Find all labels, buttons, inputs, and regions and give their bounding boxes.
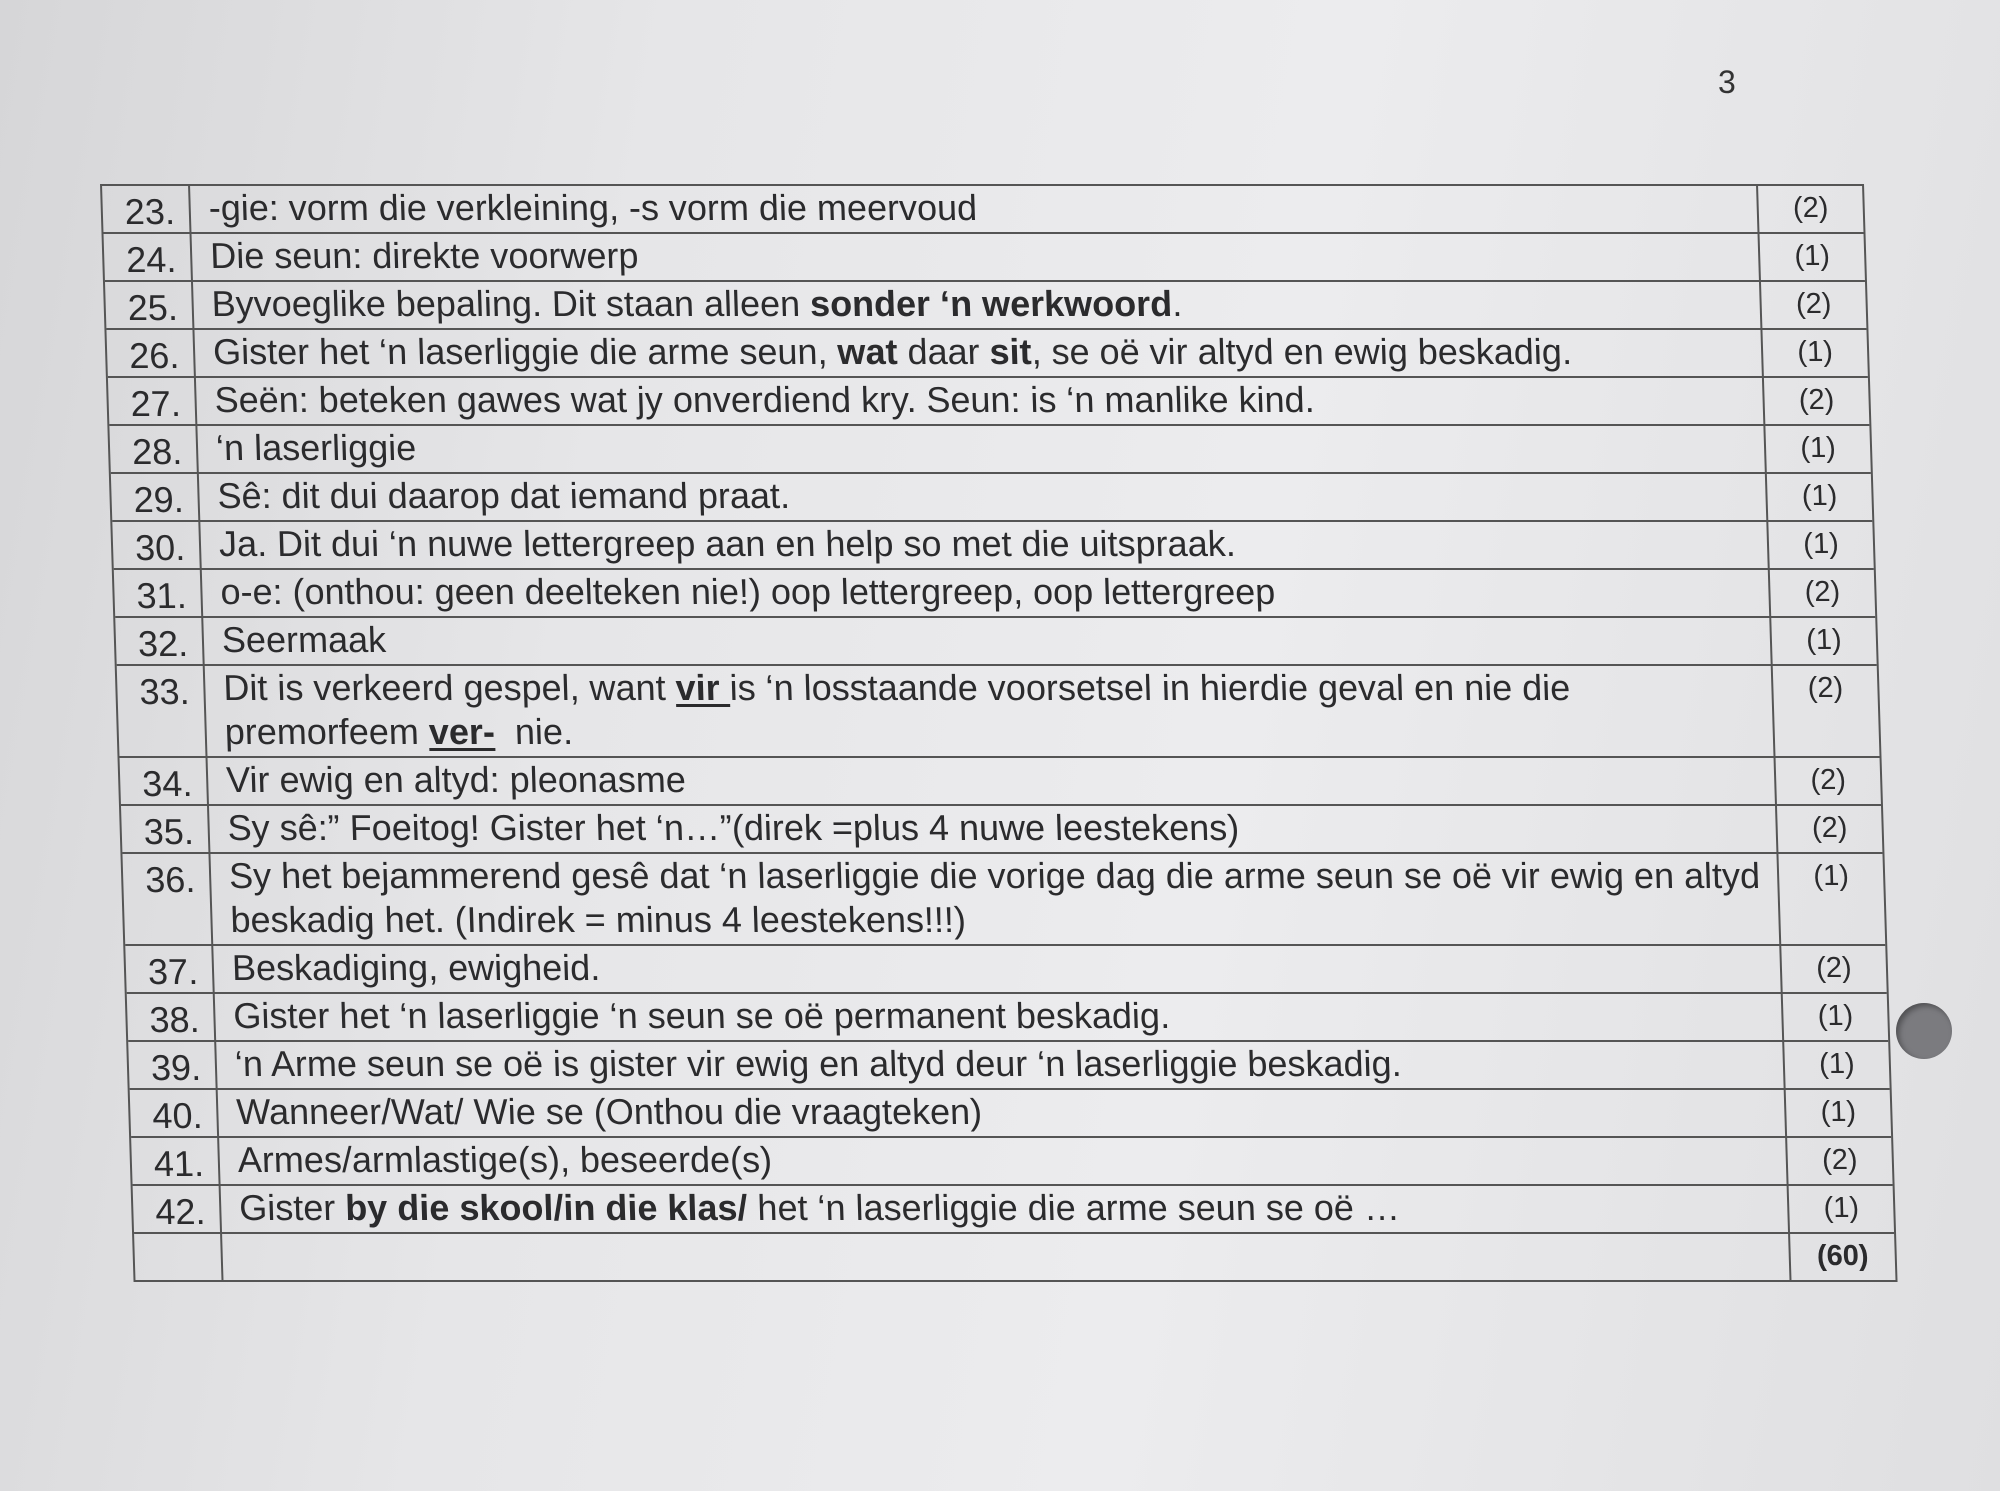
answer-bold-segment: sit bbox=[988, 331, 1033, 372]
answer-segment: Gister het ‘n laserliggie ‘n seun se oë permanent beskadig. bbox=[232, 995, 1171, 1036]
question-number: 27. bbox=[108, 378, 197, 424]
answer-text bbox=[202, 570, 1771, 616]
answer-text bbox=[219, 1138, 1788, 1184]
answer-segment: Dit is verkeerd gespel, want bbox=[222, 667, 677, 708]
table-row bbox=[108, 376, 1869, 424]
marks: (1) bbox=[1802, 528, 1840, 560]
punch-hole bbox=[1896, 1003, 1952, 1059]
answer-text bbox=[197, 426, 1766, 472]
marks: (1) bbox=[1796, 336, 1834, 368]
answer-segment: Gister bbox=[238, 1187, 346, 1228]
table-row bbox=[121, 804, 1882, 852]
answer-segment: Byvoeglike bepaling. Dit staan alleen bbox=[211, 283, 811, 324]
marks: (2) bbox=[1809, 764, 1847, 796]
marks: (1) bbox=[1805, 624, 1843, 656]
answer-segment: Gister het ‘n laserliggie die arme seun, bbox=[212, 331, 839, 372]
table-row bbox=[111, 472, 1872, 520]
total-text-cell bbox=[222, 1234, 1791, 1280]
table-row bbox=[103, 232, 1864, 280]
table-row bbox=[114, 568, 1875, 616]
question-number: 24. bbox=[104, 234, 193, 280]
marks: (1) bbox=[1818, 1048, 1856, 1080]
question-number: 38. bbox=[127, 994, 216, 1040]
answer-segment: Wanneer/Wat/ Wie se (Onthou die vraagteken) bbox=[235, 1091, 983, 1132]
answer-text bbox=[215, 994, 1784, 1040]
answer-text bbox=[210, 854, 1781, 944]
answer-bold-segment: sonder ‘n werkwoord bbox=[809, 283, 1173, 324]
answer-text bbox=[218, 1090, 1787, 1136]
answer-text bbox=[203, 618, 1772, 664]
total-marks: (60) bbox=[1816, 1240, 1870, 1272]
marks: (1) bbox=[1793, 240, 1831, 272]
table-row bbox=[119, 756, 1880, 804]
marks: (1) bbox=[1801, 480, 1838, 512]
answer-segment: ‘n laserliggie bbox=[215, 427, 417, 468]
marks: (1) bbox=[1799, 432, 1837, 464]
marks: (2) bbox=[1792, 192, 1829, 224]
answer-segment: het ‘n laserliggie die arme seun se oë … bbox=[746, 1187, 1401, 1228]
answer-segment: o-e: (onthou: geen deelteken nie!) oop lettergreep, oop lettergreep bbox=[219, 571, 1276, 612]
total-row bbox=[134, 1232, 1895, 1280]
question-number: 25. bbox=[105, 282, 194, 328]
marks: (2) bbox=[1795, 288, 1832, 320]
answer-text bbox=[193, 282, 1762, 328]
question-number: 35. bbox=[121, 806, 210, 852]
answer-text bbox=[209, 806, 1778, 852]
page-number: 3 bbox=[1718, 64, 1736, 100]
question-number: 41. bbox=[131, 1138, 220, 1184]
table-row bbox=[122, 852, 1885, 944]
marks: (2) bbox=[1811, 812, 1848, 844]
total-number-cell bbox=[134, 1234, 223, 1280]
table-row bbox=[109, 424, 1870, 472]
answer-segment: Die seun: direkte voorwerp bbox=[209, 235, 640, 276]
marks: (1) bbox=[1823, 1192, 1860, 1224]
table-row bbox=[117, 664, 1880, 756]
answer-text bbox=[200, 522, 1769, 568]
answer-text bbox=[199, 474, 1768, 520]
marks: (2) bbox=[1798, 384, 1835, 416]
memo-table bbox=[100, 184, 1898, 1282]
question-number: 28. bbox=[109, 426, 198, 472]
answer-segment: Seermaak bbox=[221, 619, 387, 660]
answer-segment: Ja. Dit dui ‘n nuwe lettergreep aan en help so met die uitspraak. bbox=[218, 523, 1237, 564]
question-number: 34. bbox=[120, 758, 209, 804]
marks: (1) bbox=[1812, 860, 1850, 892]
answer-text bbox=[192, 234, 1761, 280]
answer-segment: Sy het bejammerend gesê dat ‘n laserliggie die vorige dag die arme seun se oë vir ewig en altyd beskadig het. (Indirek = minus 4 leestekens!!!) bbox=[228, 855, 1761, 940]
answer-segment: nie. bbox=[494, 711, 574, 752]
answer-segment: Sy sê:” Foeitog! Gister het ‘n…”(direk =plus 4 nuwe leestekens) bbox=[227, 807, 1240, 848]
answer-text bbox=[194, 330, 1763, 376]
answer-segment: -gie: vorm die verkleining, -s vorm die meervoud bbox=[208, 187, 978, 228]
answer-text bbox=[213, 946, 1782, 992]
answer-bold-segment: by die skool/in die klas/ bbox=[344, 1187, 749, 1228]
question-number: 39. bbox=[128, 1042, 217, 1088]
answer-segment: Vir ewig en altyd: pleonasme bbox=[225, 759, 687, 800]
answer-text bbox=[221, 1186, 1790, 1232]
question-number: 33. bbox=[117, 666, 208, 756]
question-number: 29. bbox=[111, 474, 200, 520]
question-number: 40. bbox=[130, 1090, 219, 1136]
table-row bbox=[105, 280, 1866, 328]
question-number: 23. bbox=[102, 186, 191, 232]
answer-segment: Beskadiging, ewigheid. bbox=[231, 947, 601, 988]
answer-bold-segment: wat bbox=[836, 331, 899, 372]
marks: (1) bbox=[1820, 1096, 1857, 1128]
question-number: 42. bbox=[133, 1186, 222, 1232]
table-row bbox=[115, 616, 1876, 664]
table-row bbox=[102, 186, 1863, 232]
table-row bbox=[125, 944, 1886, 992]
marks: (2) bbox=[1804, 576, 1841, 608]
question-number: 31. bbox=[114, 570, 203, 616]
table-row bbox=[130, 1088, 1891, 1136]
table-row bbox=[112, 520, 1873, 568]
question-number: 37. bbox=[125, 946, 214, 992]
answer-segment: . bbox=[1171, 283, 1183, 324]
answer-text bbox=[196, 378, 1765, 424]
answer-segment: daar bbox=[896, 331, 991, 372]
answer-text bbox=[216, 1042, 1785, 1088]
answer-segment: Seën: beteken gawes wat jy onverdiend kry. Seun: is ‘n manlike kind. bbox=[213, 379, 1316, 420]
table-row bbox=[106, 328, 1867, 376]
question-number: 32. bbox=[115, 618, 204, 664]
marks: (2) bbox=[1807, 672, 1844, 704]
question-number: 30. bbox=[112, 522, 201, 568]
marks: (1) bbox=[1817, 1000, 1854, 1032]
answer-text bbox=[208, 758, 1777, 804]
answer-segment: is ‘n losstaande voorsetsel in hierdie geval en nie die premorfeem bbox=[224, 667, 1571, 752]
answer-segment: Sê: dit dui daarop dat iemand praat. bbox=[216, 475, 791, 516]
answer-segment: , se oë vir altyd en ewig beskadig. bbox=[1030, 331, 1573, 372]
marks: (2) bbox=[1815, 952, 1853, 984]
table-row bbox=[133, 1184, 1894, 1232]
answer-text bbox=[205, 666, 1776, 756]
answer-segment: ‘n Arme seun se oë is gister vir ewig en altyd deur ‘n laserliggie beskadig. bbox=[234, 1043, 1403, 1084]
answer-segment: Armes/armlastige(s), beseerde(s) bbox=[237, 1139, 773, 1180]
table-row bbox=[127, 992, 1888, 1040]
question-number: 36. bbox=[122, 854, 213, 944]
table-row bbox=[128, 1040, 1889, 1088]
answer-text bbox=[190, 186, 1759, 232]
marks: (2) bbox=[1821, 1144, 1859, 1176]
table-row bbox=[131, 1136, 1892, 1184]
answer-underlined-segment: ver- bbox=[428, 711, 496, 752]
answer-underlined-segment: vir bbox=[674, 667, 731, 708]
question-number: 26. bbox=[106, 330, 195, 376]
